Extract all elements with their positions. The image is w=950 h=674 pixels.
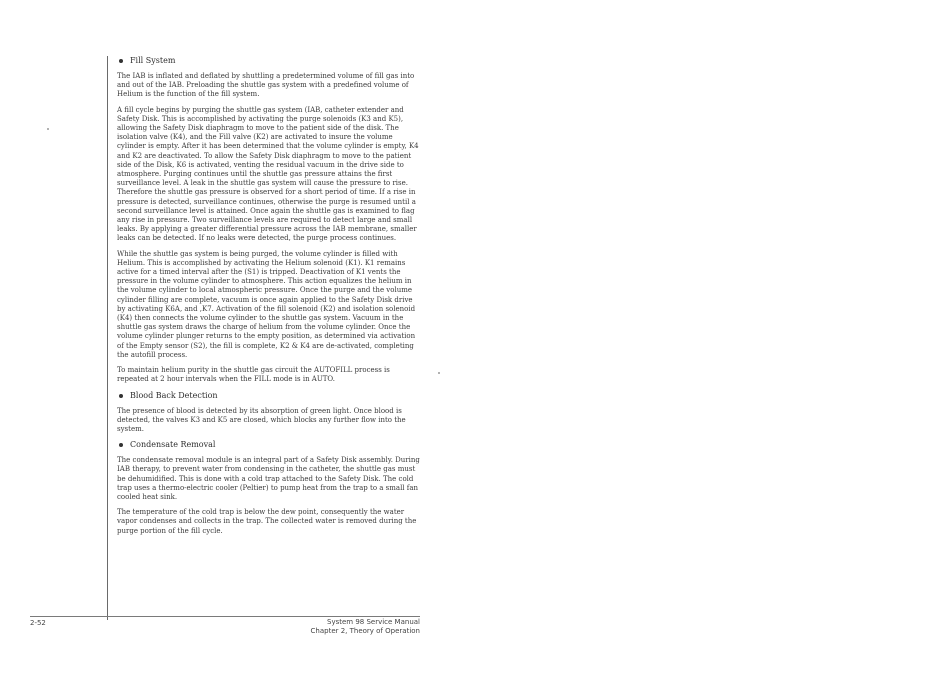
body-content <box>117 56 421 542</box>
bullet-icon <box>119 394 123 398</box>
heading-text: Blood Back Detection <box>130 390 218 400</box>
heading-text: Fill System <box>130 56 176 65</box>
paragraph: A fill cycle begins by purging the shuttle gas system (IAB, catheter extender and Safety Disk. This is accomplished by activating the purge solenoids (K3 and K5), allowing the Safety Disk diaphragm to move to the patient side of the disk. The isolation valve (K4), and the Fill valve (K2) are activated to insure the volume cylinder is empty. After it has been determined that the volume cylinder is empty, K4 and K2 are deactivated. To allow the Safety Disk diaphragm to move to the patient side of the Disk, K6 is activated, venting the residual vacuum in the drive side to atmosphere. Purging continues until the shuttle gas pressure attains the first surveillance level. A leak in the shuttle gas system will cause the pressure to rise. Therefore the shuttle gas pressure is observed for a short period of time. If a rise in pressure is detected, surveillance continues, otherwise the purge is resumed until a second surveillance level is attained. Once again the shuttle gas is examined to flag any rise in pressure. Two surveillance levels are required to detect large and small leaks. By applying a greater differential pressure across the IAB membrane, smaller leaks can be detected. If no leaks were detected, the purge process continues. <box>117 105 419 243</box>
scan-speck <box>438 372 440 374</box>
scan-speck <box>47 128 49 130</box>
paragraph: The presence of blood is detected by its absorption of green light. Once blood is detected, the valves K3 and K5 are closed, which blocks any further flow into the system. <box>117 406 406 433</box>
section-heading-fill-system <box>117 56 421 66</box>
paragraph: While the shuttle gas system is being purged, the volume cylinder is filled with Helium. This is accomplished by activating the Helium solenoid (K1). K1 remains active for a timed interval after the (S1) is tripped. Deactivation of K1 vents the pressure in the volume cylinder to atmosphere. This action equalizes the helium in the volume cylinder to local atmospheric pressure. Once the purge and the volume cylinder filling are complete, vacuum is once again applied to the Safety Disk drive by activating K6A, and ,K7. Activation of the fill solenoid (K2) and isolation solenoid (K4) then connects the volume cylinder to the shuttle gas system. Vacuum in the shuttle gas system draws the charge of helium from the volume cylinder. Once the volume cylinder plunger returns to the empty position, as determined via activation of the Empty sensor (S2), the fill is complete, K2 & K4 are de-activated, completing the autofill process. <box>117 249 416 359</box>
bullet-icon <box>119 443 123 447</box>
footer-title-block <box>250 618 420 636</box>
paragraph: To maintain helium purity in the shuttle gas circuit the AUTOFILL process is repeated at 2 hour intervals when the FILL mode is in AUTO. <box>117 366 390 384</box>
paragraph: The condensate removal module is an integral part of a Safety Disk assembly. During IAB therapy, to prevent water from condensing in the catheter, the shuttle gas must be dehumidified. This is done with a cold trap attached to the Safety Disk. The cold trap uses a thermo-electric cooler (Peltier) to pump heat from the trap to a small fan cooled heat sink. <box>117 456 420 501</box>
page-number: 2-52 <box>30 619 46 627</box>
paragraph: The temperature of the cold trap is below the dew point, consequently the water vapor condenses and collects in the trap. The collected water is removed during the purge portion of the fill cycle. <box>117 508 417 535</box>
paragraph: The IAB is inflated and deflated by shuttling a predetermined volume of fill gas into and out of the IAB. Preloading the shuttle gas system with a predefined volume of Helium is the function of the fill system. <box>117 72 415 99</box>
footer-rule <box>30 616 420 617</box>
chapter-title: Chapter 2, Theory of Operation <box>310 627 420 635</box>
bullet-icon <box>119 59 123 63</box>
section-heading-condensate-removal <box>117 440 421 450</box>
manual-title: System 98 Service Manual <box>327 618 420 626</box>
section-heading-blood-back-detection <box>117 391 421 401</box>
heading-text: Condensate Removal <box>130 440 216 450</box>
change-bar <box>107 56 108 620</box>
